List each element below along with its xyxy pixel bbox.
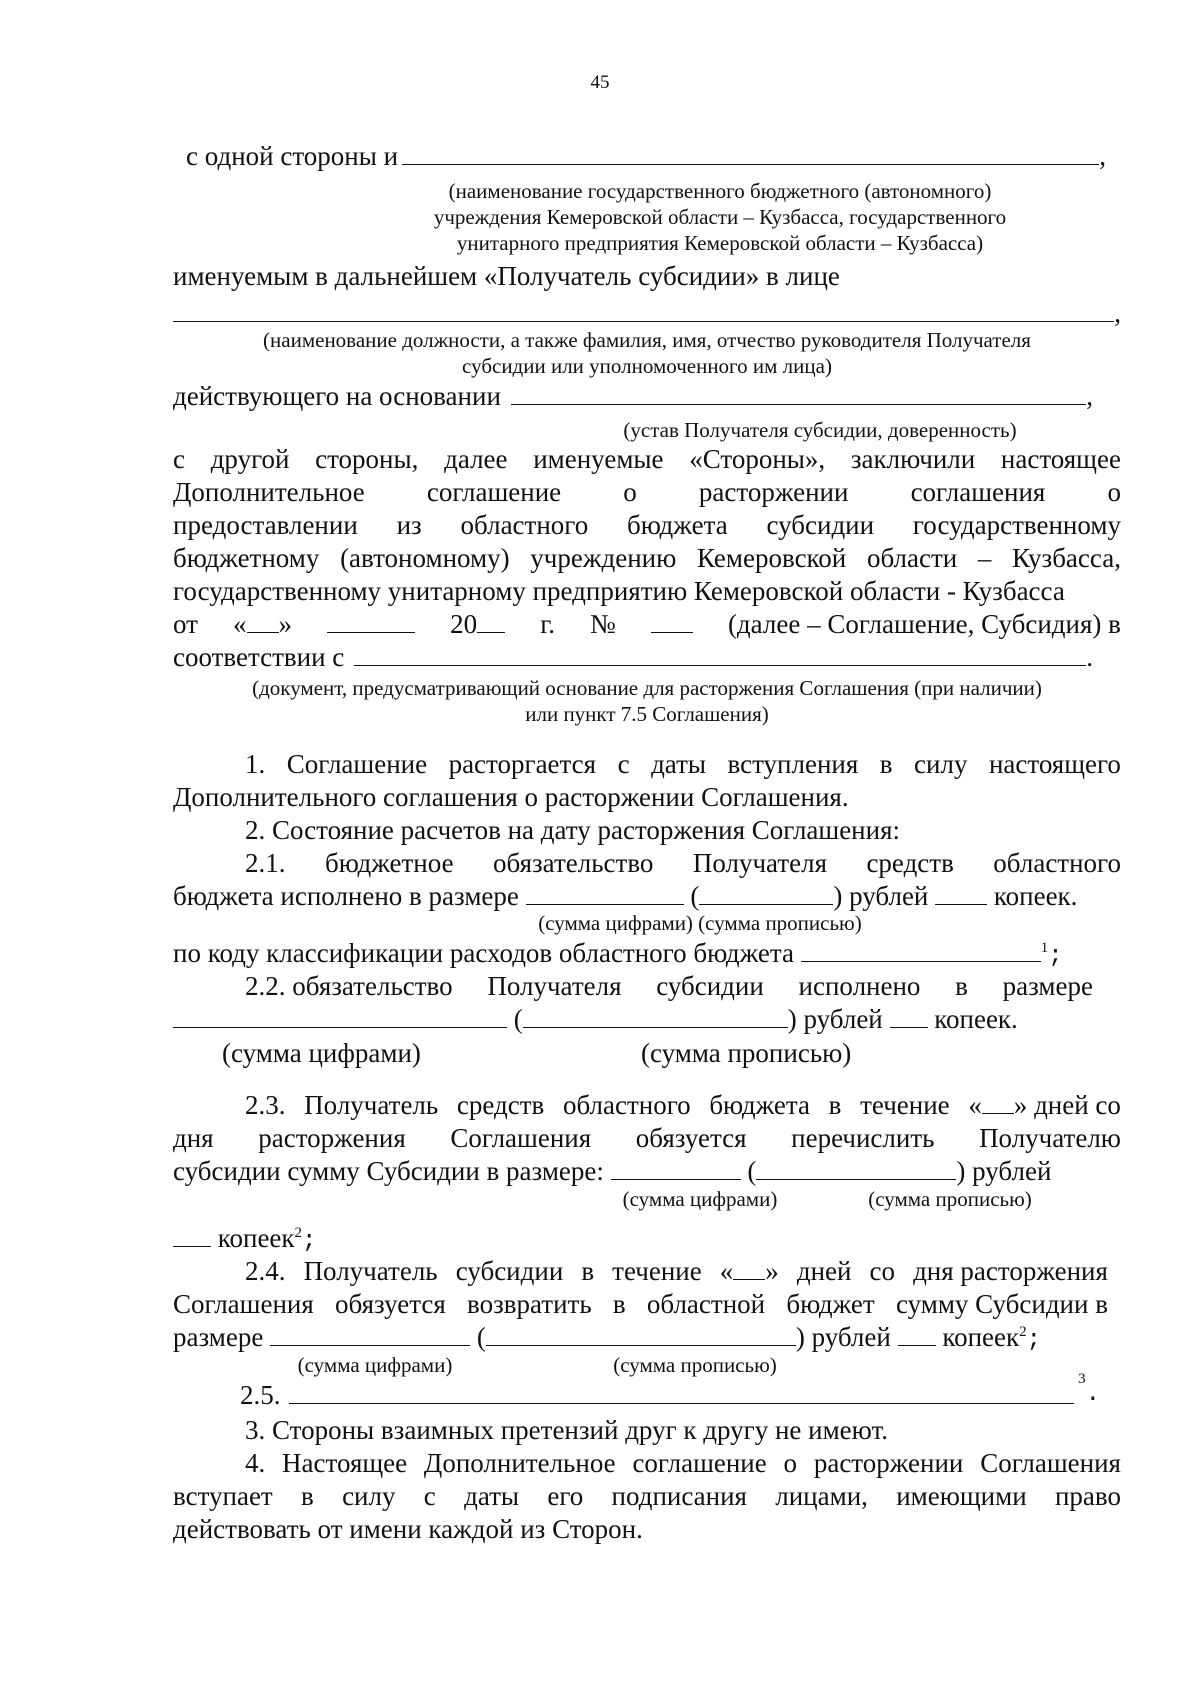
caption-termination-basis-1: (документ, предусматривающий основание для расторжения Соглашения (при наличии): [252, 676, 1042, 700]
section-2-1-line-1: 2.1. бюджетное обязательство Получателя средств областного: [245, 848, 1121, 878]
basis-line: [173, 380, 1093, 412]
section-1-line-2: Дополнительного соглашения о расторжении Соглашения.: [173, 782, 849, 812]
refund-days-field[interactable]: [733, 1255, 765, 1280]
section-4-line-3: действовать от имени каждой из Сторон.: [173, 1514, 643, 1544]
comma: ,: [1099, 141, 1106, 171]
preamble-line-5: государственному унитарному предприятию Кемеровской области - Кузбасса: [173, 576, 1065, 606]
preamble-line-1: с другой стороны, далее именуемые «Стороны», заключили настоящее: [173, 444, 1121, 474]
month-field[interactable]: [327, 608, 415, 633]
section-2-3-line-2: дня расторжения Соглашения обязуется перечислить Получателю: [173, 1123, 1121, 1153]
representative-field[interactable]: [173, 297, 1114, 322]
obligation-words-field[interactable]: [523, 1003, 788, 1028]
caption-representative-2: субсидии или уполномоченного им лица): [462, 354, 832, 378]
section-2-3-line-1: 2.3. Получатель средств областного бюджета в течение « » дней со: [245, 1090, 1121, 1120]
caption-amount-2-1: (сумма цифрами) (сумма прописью): [538, 911, 862, 935]
party-one-line: [186, 140, 1106, 172]
caption-refund-digits: (сумма цифрами): [297, 1353, 453, 1377]
caption-basis: (устав Получателя субсидии, доверенность): [623, 418, 1017, 442]
agreement-number-field[interactable]: [651, 608, 693, 633]
preamble-line-4: бюджетному (автономному) учреждению Кемеровской области – Кузбасса,: [173, 543, 1121, 573]
section-4-line-1: 4. Настоящее Дополнительное соглашение о расторжении Соглашения: [245, 1448, 1121, 1478]
section-4-line-2: вступает в силу с даты его подписания лицами, имеющими право: [173, 1481, 1121, 1511]
section-2-1-line-3: по коду классификации расходов областного бюджета $^1$;: [173, 938, 1063, 970]
party-one-label: с одной стороны и: [186, 141, 399, 171]
termination-basis-field[interactable]: [354, 641, 1086, 666]
classification-code-field[interactable]: [801, 937, 1041, 962]
basis-label: действующего на основании: [173, 381, 501, 411]
caption-recipient-name-2: учреждения Кемеровской области – Кузбасса, государственного: [433, 205, 1007, 229]
refund-digits-field[interactable]: [270, 1321, 470, 1346]
refund-kopecks-field[interactable]: [898, 1321, 936, 1346]
basis-field[interactable]: [511, 380, 1086, 405]
section-2-heading: 2. Состояние расчетов на дату расторжения Соглашения:: [245, 815, 901, 845]
caption-refund-words: (сумма прописью): [613, 1353, 777, 1377]
preamble-line-6: от « » 20 г. № (далее – Соглашение, Субсидия) в: [173, 609, 1121, 639]
caption-obligation-words: (сумма прописью): [641, 1038, 852, 1068]
section-1-line-1: 1. Соглашение расторгается с даты вступления в силу настоящего: [245, 749, 1121, 779]
section-2-2-line-2: ( ) рублей копеек.: [173, 1003, 1121, 1035]
caption-recipient-name-1: (наименование государственного бюджетного (автономного): [448, 179, 992, 203]
obligation-kopecks-field[interactable]: [890, 1003, 928, 1028]
transfer-kopecks-field[interactable]: [173, 1222, 211, 1247]
comma: ,: [1114, 298, 1121, 328]
transfer-words-field[interactable]: [756, 1155, 956, 1180]
section-2-5-field[interactable]: [289, 1379, 1075, 1404]
named-recipient-line: именуемым в дальнейшем «Получатель субсидии» в лице: [173, 261, 840, 291]
page-number: 45: [590, 72, 610, 93]
comma: ,: [1086, 381, 1093, 411]
caption-representative-1: (наименование должности, а также фамилия, имя, отчество руководителя Получателя: [263, 328, 1031, 352]
amount-words-field[interactable]: [699, 880, 833, 905]
preamble-line-2: Дополнительное соглашение о расторжении соглашения о: [173, 477, 1121, 507]
section-2-4-line-1: 2.4. Получатель субсидии в течение « » дней со дня расторжения: [245, 1256, 1108, 1286]
preamble-line-7: соответствии с .: [173, 642, 1093, 672]
preamble-line-3: предоставлении из областного бюджета субсидии государственному: [173, 510, 1121, 540]
section-2-3-line-3: субсидии сумму Субсидии в размере: ( ) рублей: [173, 1156, 1052, 1186]
amount-digits-field[interactable]: [526, 880, 684, 905]
refund-words-field[interactable]: [486, 1321, 796, 1346]
representative-line: [173, 297, 1121, 329]
transfer-days-field[interactable]: [982, 1089, 1014, 1114]
section-2-4-line-2: Соглашения обязуется возвратить в областной бюджет сумму Субсидии в: [173, 1289, 1108, 1319]
year-field[interactable]: [477, 608, 505, 633]
section-2-3-line-4: копеек$^2$;: [173, 1222, 1121, 1258]
section-3: 3. Стороны взаимных претензий друг к другу не имеют.: [245, 1415, 889, 1445]
day-field[interactable]: [247, 608, 279, 633]
caption-transfer-words: (сумма прописью): [868, 1187, 1032, 1211]
section-2-4-line-3: размере ( ) рублей копеек$^2$;: [173, 1322, 1042, 1354]
section-2-1-line-2: бюджета исполнено в размере ( ) рублей копеек.: [173, 881, 1078, 911]
transfer-digits-field[interactable]: [611, 1155, 741, 1180]
kopecks-field[interactable]: [935, 880, 987, 905]
obligation-digits-field[interactable]: [173, 1003, 507, 1028]
caption-termination-basis-2: или пункт 7.5 Соглашения): [525, 702, 769, 726]
caption-transfer-digits: (сумма цифрами): [622, 1187, 778, 1211]
caption-obligation-digits: (сумма цифрами): [222, 1038, 421, 1068]
section-2-5-line: 2.5. 3 .: [240, 1371, 1100, 1410]
section-2-2-line-1: 2.2. обязательство Получателя субсидии исполнено в размере: [245, 971, 1093, 1001]
caption-recipient-name-3: унитарного предприятия Кемеровской области – Кузбасса): [456, 231, 984, 255]
recipient-name-field[interactable]: [402, 140, 1099, 165]
